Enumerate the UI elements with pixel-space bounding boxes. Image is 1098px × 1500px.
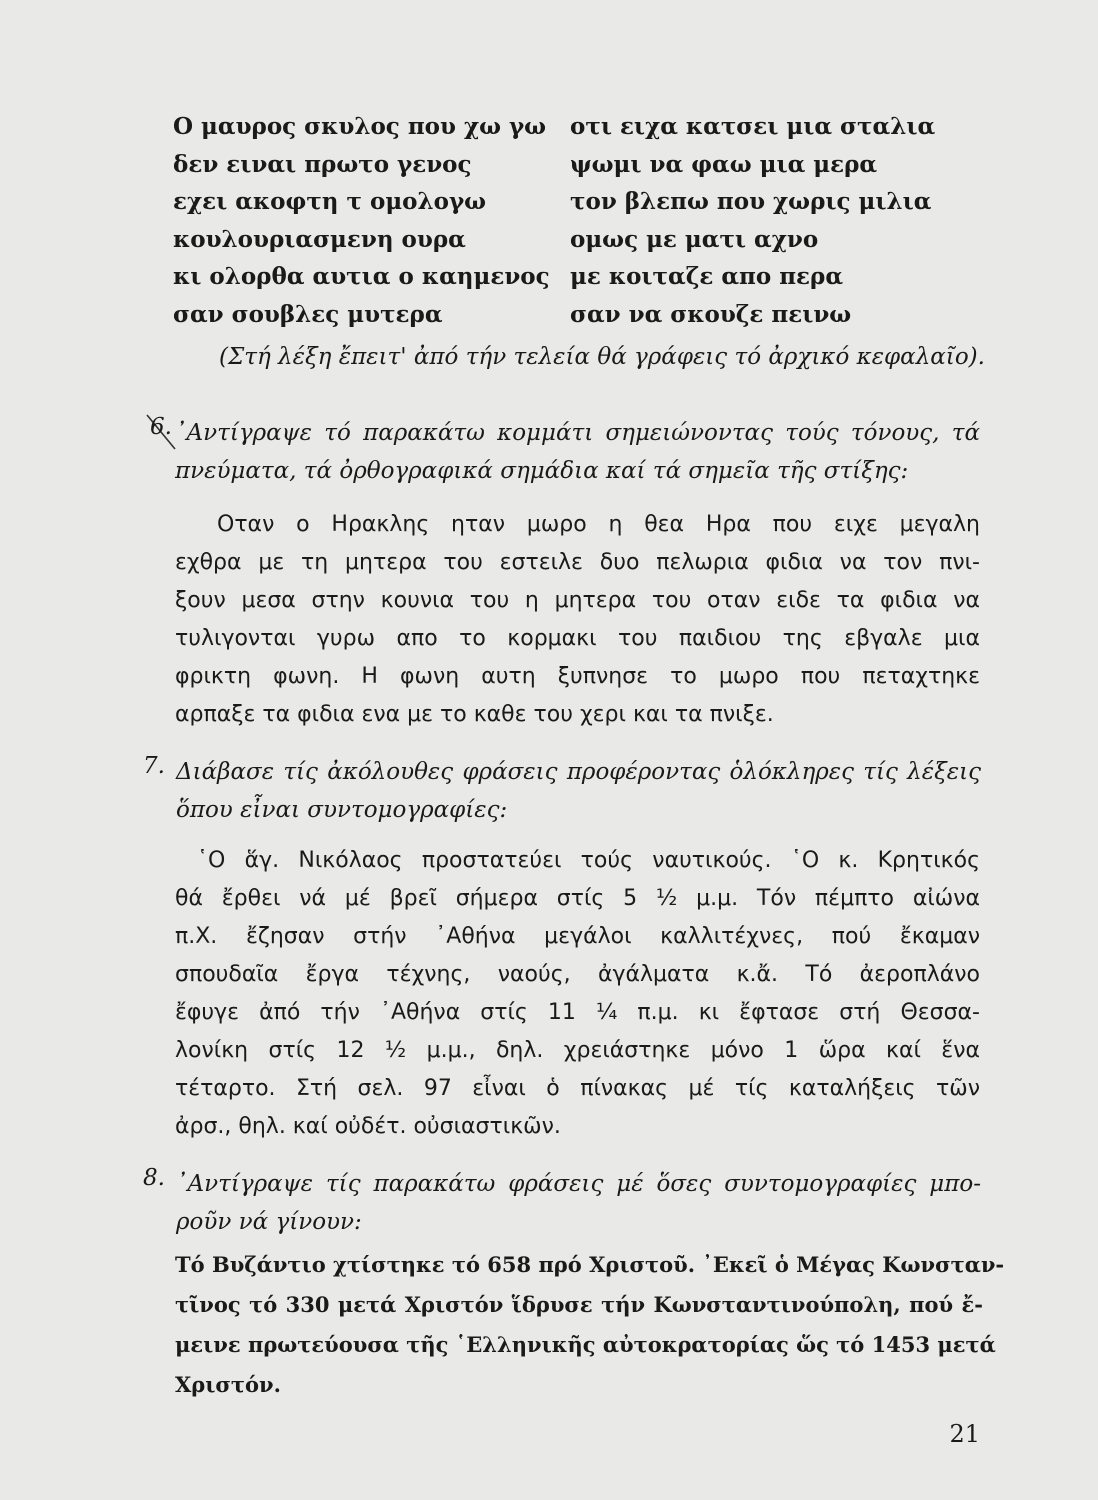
poem-line: τον βλεπω που χωρις μιλια <box>570 188 932 215</box>
exercise-7-text <box>175 842 980 1146</box>
text-line: ξουν μεσα στην κουνια του η μητερα του οταν ειδε τα φιδια να <box>175 588 980 613</box>
poem-line: ομως με ματι αχνο <box>570 225 819 253</box>
text-line: τυλιγονται γυρω απο το κορμακι του παιδιου της εβγαλε μια <box>175 626 980 651</box>
text-line: μεινε πρωτεύουσα τῆς ῾Ελληνικῆς αὐτοκρατορίας ὥς τό 1453 μετά <box>175 1332 996 1357</box>
text-line: φρικτη φωνη. Η φωνη αυτη ξυπνησε το μωρο που πεταχτηκε <box>175 664 980 689</box>
text-line: τῖνος τό 330 μετά Χριστόν ἵδρυσε τήν Κωνσταντινούπολη, πού ἔ- <box>175 1292 983 1317</box>
exercise-number: 6. <box>150 414 172 440</box>
text-line: αρπαξε τα φιδια ενα με το καθε του χερι και τα πνιξε. <box>175 702 774 727</box>
instruction-line: Διάβασε τίς ἀκόλουθες φράσεις προφέροντας ὁλόκληρες τίς λέξεις <box>176 759 981 785</box>
exercise-7-instruction <box>143 753 981 829</box>
instruction-line: ροῦν νά γίνουν: <box>176 1209 362 1235</box>
text-line: θά ἔρθει νά μέ βρεῖ σήμερα στίς 5 ½ μ.μ. Τόν πέμπτο αἰώνα <box>175 886 980 911</box>
poem-right-column <box>570 108 935 333</box>
instruction-line: πνεύματα, τά ὀρθογραφικά σημάδια καί τά σημεῖα τῆς στίξης: <box>175 458 909 484</box>
poem-left-column <box>173 108 550 333</box>
poem-line: με κοιταζε απο περα <box>570 263 844 290</box>
exercise-number: 8. <box>143 1165 165 1191</box>
exercise-number: 7. <box>143 753 165 779</box>
poem-line: κουλουριασμενη ουρα <box>173 225 466 253</box>
text-line: π.Χ. ἔζησαν στήν ᾿Αθήνα μεγάλοι καλλιτέχνες, πού ἔκαμαν <box>175 924 980 949</box>
text-line: σπουδαῖα ἔργα τέχνης, ναούς, ἀγάλματα κ.ἄ. Τό ἀεροπλάνο <box>175 962 980 987</box>
text-line: λονίκη στίς 12 ½ μ.μ., δηλ. χρειάστηκε μόνο 1 ὥρα καί ἕνα <box>175 1038 980 1063</box>
poem-line: κι ολορθα αυτια ο καημενος <box>173 263 550 290</box>
text-line: ῾Ο ἅγ. Νικόλαος προστατεύει τούς ναυτικούς. ῾Ο κ. Κρητικός <box>197 848 980 873</box>
poem-line: Ο μαυρος σκυλος που χω γω <box>173 113 547 140</box>
exercise-6-text <box>175 506 980 734</box>
text-line: Οταν ο Ηρακλης ηταν μωρο η θεα Ηρα που ειχε μεγαλη <box>217 512 980 537</box>
text-line: ἔφυγε ἀπό τήν ᾿Αθήνα στίς 11 ¼ π.μ. κι ἔφτασε στή Θεσσα- <box>175 1000 980 1025</box>
exercise-6-instruction <box>150 414 980 490</box>
capitalization-note: (Στή λέξη ἔπειτ' ἀπό τήν τελεία θά γράφεις τό ἀρχικό κεφαλαῖο). <box>219 344 985 370</box>
poem-line: οτι ειχα κατσει μια σταλια <box>570 113 936 140</box>
text-line: Χριστόν. <box>175 1372 281 1397</box>
exercise-8-instruction <box>143 1165 981 1241</box>
instruction-line: ᾿Αντίγραψε τίς παρακάτω φράσεις μέ ὅσες συντομογραφίες μπο- <box>176 1171 981 1197</box>
poem-line: σαν σουβλες μυτερα <box>173 300 443 328</box>
text-line: τέταρτο. Στή σελ. 97 εἶναι ὁ πίνακας μέ τίς καταλήξεις τῶν <box>175 1076 980 1101</box>
poem-line: εχει ακοφτη τ ομολογω <box>173 188 487 215</box>
page-number: 21 <box>949 1420 980 1448</box>
poem-line: ψωμι να φαω μια μερα <box>570 150 878 178</box>
poem-line: δεν ειναι πρωτο γενος <box>173 150 472 178</box>
text-line: Τό Βυζάντιο χτίστηκε τό 658 πρό Χριστοῦ. ᾿Εκεῖ ὁ Μέγας Κωνσταν- <box>175 1252 1005 1277</box>
exercise-8-text <box>175 1245 1005 1405</box>
poem-line: σαν να σκουζε πεινω <box>570 300 852 328</box>
instruction-line: ὅπου εἶναι συντομογραφίες: <box>176 797 508 823</box>
reverse-page-show-through <box>380 52 396 103</box>
text-line: ἀρσ., θηλ. καί οὐδέτ. οὐσιαστικῶν. <box>175 1114 561 1139</box>
text-line: εχθρα με τη μητερα του εστειλε δυο πελωρια φιδια να τον πνι- <box>175 550 980 575</box>
instruction-line: ᾿Αντίγραψε τό παρακάτω κομμάτι σημειώνοντας τούς τόνους, τά <box>175 420 980 446</box>
